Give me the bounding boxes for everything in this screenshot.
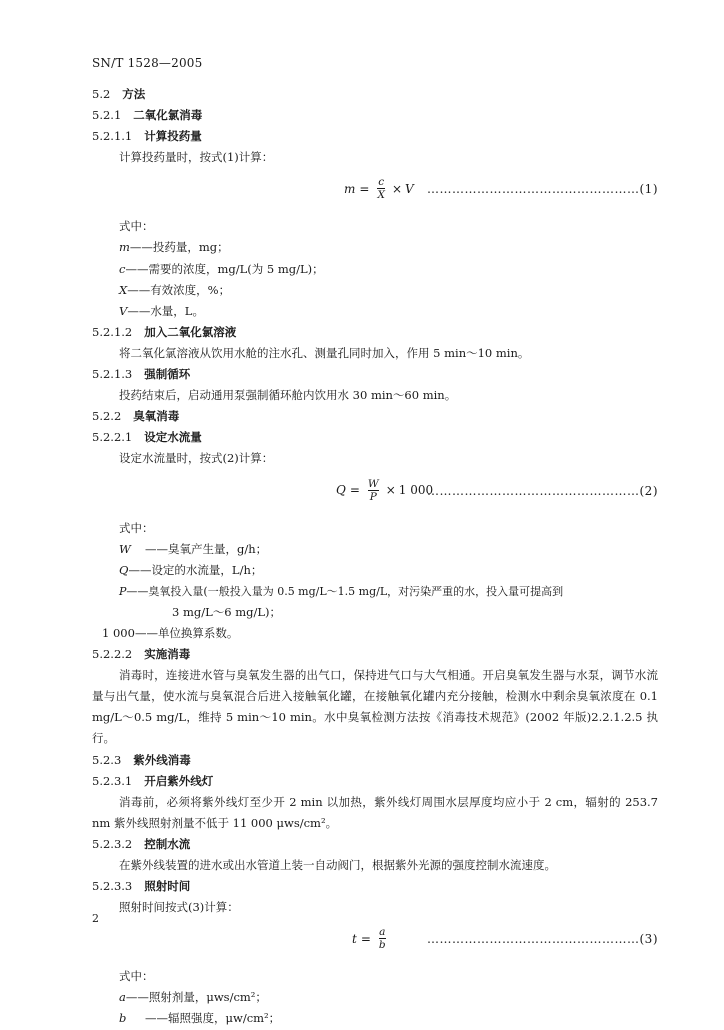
heading-5-2: 5.2 方法	[92, 87, 146, 101]
variable-def: 1 000——单位换算系数。	[102, 625, 239, 640]
heading-5-2-2: 5.2.2 臭氧消毒	[92, 409, 180, 424]
heading-5-2-1-1: 5.2.1.1 计算投药量	[92, 129, 202, 144]
heading-5-2-2-1: 5.2.2.1 设定水流量	[92, 430, 202, 445]
variable-def: m——投药量，mg；	[119, 240, 229, 255]
where-label: 式中：	[119, 969, 154, 984]
fraction: $\frac{W}{P}$	[367, 477, 379, 503]
variable-def: Q——设定的水流量，L/h；	[119, 562, 263, 577]
where-label: 式中：	[119, 520, 154, 535]
formula-lhs: t	[352, 931, 357, 946]
formula-number: (1)	[639, 182, 658, 197]
paragraph: 消毒时，连接进水管与臭氧发生器的出气口，保持进气口与大气相通。开启臭氧发生器与水泵，调节水流量与出气量，使水流与臭氧混合后进入接触氧化罐，在接触氧化罐内充分接触，检测水中剩余臭氧浓度在 0.1 mg/L～0.5 mg/L，维持 5 min～10 min。水中臭氧检测方法按《消毒技术规范》(2002 年版)2.2.1.2.5 执行。	[92, 668, 658, 746]
paragraph: 计算投药量时，按式(1)计算：	[119, 150, 274, 165]
formula-1: m = $\frac{c}{X}$ × V ……………………………………………(1)	[344, 176, 658, 202]
fraction: $\frac{c}{X}$	[377, 176, 385, 202]
heading-5-2-3-1: 5.2.3.1 开启紫外线灯	[92, 773, 214, 788]
heading-5-2-3-3: 5.2.3.3 照射时间	[92, 879, 191, 894]
fraction: $\frac{a}{b}$	[378, 926, 386, 952]
paragraph: 消毒前，必须将紫外线灯至少开 2 min 以加热，紫外线灯周围水层厚度均应小于 2 cm，辐射的 253.7 nm 紫外线照射剂量不低于 11 000 μws/cm²。	[92, 794, 658, 830]
variable-def: b ——辐照强度，μw/cm²；	[119, 1011, 281, 1026]
heading-5-2-3-2: 5.2.3.2 控制水流	[92, 836, 191, 851]
heading-5-2-1: 5.2.1 二氧化氯消毒	[92, 108, 203, 123]
paragraph: 将二氧化氯溶液从饮用水舱的注水孔、测量孔同时加入，作用 5 min～10 min。	[119, 345, 530, 360]
formula-leader-dots: ……………………………………………	[427, 483, 640, 498]
heading-5-2-1-3: 5.2.1.3 强制循环	[92, 367, 191, 382]
variable-def-continuation: 3 mg/L～6 mg/L)；	[172, 604, 281, 619]
heading-5-2-2-2: 5.2.2.2 实施消毒	[92, 647, 191, 662]
paragraph: 设定水流量时，按式(2)计算：	[119, 451, 274, 466]
variable-def: c——需要的浓度，mg/L(为 5 mg/L)；	[119, 261, 324, 276]
page-number: 2	[92, 912, 99, 925]
variable-def: P——臭氧投入量(一般投入量为 0.5 mg/L～1.5 mg/L，对污染严重的水，投入量可提高到	[119, 584, 564, 598]
standard-code-header: SN/T 1528—2005	[92, 56, 203, 70]
variable-def: a——照射剂量，μws/cm²；	[119, 990, 267, 1005]
formula-number: (3)	[639, 932, 658, 947]
formula-leader-dots: ……………………………………………	[427, 932, 640, 947]
paragraph: 照射时间按式(3)计算：	[119, 900, 239, 915]
variable-def: X——有效浓度，%；	[119, 282, 231, 297]
document-body	[92, 84, 658, 1030]
heading-5-2-3: 5.2.3 紫外线消毒	[92, 752, 191, 767]
formula-number: (2)	[639, 483, 658, 498]
paragraph: 在紫外线装置的进水或出水管道上装一自动阀门，根据紫外光源的强度控制水流速度。	[119, 858, 556, 872]
where-label: 式中：	[119, 219, 154, 234]
heading-5-2-1-2: 5.2.1.2 加入二氧化氯溶液	[92, 324, 237, 339]
formula-lhs: Q	[336, 483, 346, 497]
variable-def: W ——臭氧产生量，g/h；	[119, 541, 268, 556]
paragraph: 投药结束后，启动通用泵强制循环舱内饮用水 30 min～60 min。	[119, 388, 457, 403]
formula-leader-dots: ……………………………………………	[427, 182, 640, 197]
variable-def: V——水量，L。	[119, 303, 204, 318]
formula-lhs: m	[344, 181, 356, 196]
formula-2: Q = $\frac{W}{P}$ × 1 000 ……………………………………………(2)	[336, 477, 658, 503]
formula-3: t = $\frac{a}{b}$ ……………………………………………(3)	[352, 926, 658, 952]
